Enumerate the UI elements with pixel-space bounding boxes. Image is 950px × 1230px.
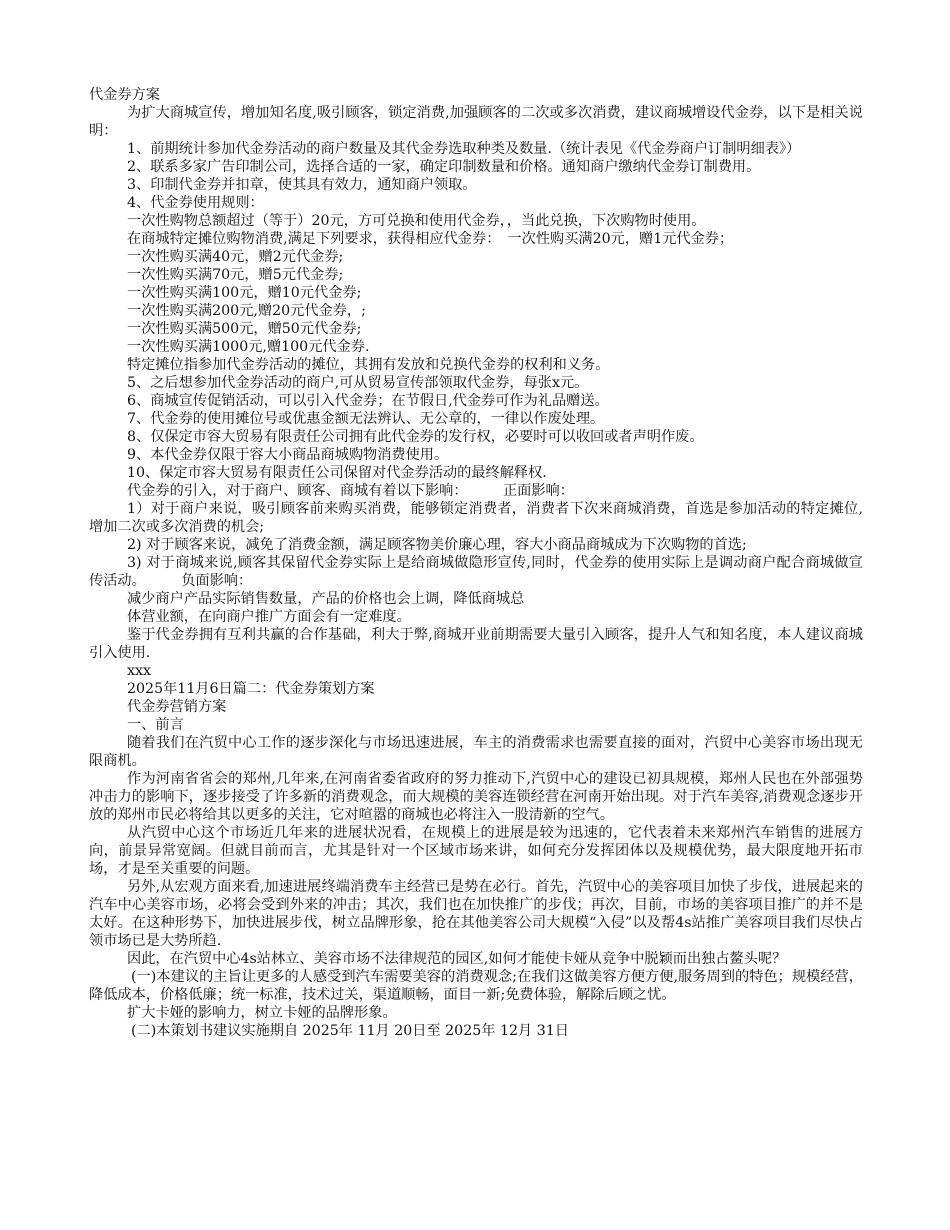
paragraph: 鉴于代金券拥有互利共赢的合作基础，利大于弊,商城开业前期需要大量引入顾客，提升人气和知名度，本人建议商城引入使用.: [89, 627, 863, 661]
paragraph: 一次性购买满100元，赠10元代金券;: [127, 285, 362, 301]
paragraph: 一次性购买满200元,赠20元代金券，;: [127, 303, 366, 319]
paragraph: 为扩大商城宣传，增加知名度,吸引顾客，锁定消费,加强顾客的二次或多次消费，建议商城增设代金券，以下是相关说明：: [89, 105, 863, 139]
paragraph: 一次性购买满500元，赠50元代金券;: [127, 321, 362, 337]
paragraph: 3) 对于商城来说,顾客其保留代金券实际上是给商城做隐形宣传,同时，代金券的使用实际上是调动商户配合商城做宣传活动。 负面影响：: [89, 555, 863, 589]
paragraph: 一次性购买满1000元,赠100元代金券.: [127, 339, 370, 355]
paragraph: 因此，在汽贸中心4s站林立、美容市场不法律规范的园区,如何才能使卡娅从竞争中脱颖而出独占鳌头呢？: [127, 951, 787, 967]
paragraph: 扩大卡娅的影响力，树立卡娅的品牌形象。: [127, 1005, 397, 1021]
paragraph: 4、代金券使用规则：: [127, 195, 264, 211]
paragraph: 特定摊位指参加代金券活动的摊位，其拥有发放和兑换代金券的权利和义务。: [127, 357, 610, 373]
paragraph: 2025年11月6日篇二：代金券策划方案: [127, 681, 375, 697]
paragraph: 另外,从宏观方面来看,加速进展终端消费车主经营已是势在必行。首先，汽贸中心的美容项目加快了步伐，进展起来的汽车中心美容市场，必将会受到外来的冲击；其次，我们也在加快推广的步伐；再次，目前，市场的美容项目推广的并不是太好。在这种形势下，加快进展步伐，树立品牌形象，抢在其他美容公司大规模“入侵”以及帮4s站推广美容项目我们尽快占领市场已是大势所趋.: [89, 879, 863, 949]
paragraph: 一次性购买满40元，赠2元代金券;: [127, 249, 344, 265]
paragraph: 减少商户产品实际销售数量，产品的价格也会上调，降低商城总: [127, 591, 525, 607]
paragraph: 1、前期统计参加代金券活动的商户数量及其代金券选取种类及数量.（统计表见《代金券商户订制明细表》）: [127, 141, 801, 157]
paragraph: 从汽贸中心这个市场近几年来的进展状况看，在规模上的进展是较为迅速的，它代表着未来郑州汽车销售的进展方向，前景异常宽阔。但就目前而言，尤其是针对一个区域市场来讲，如何充分发挥团体以及规模优势，最大限度地开拓市场，才是至关重要的问题。: [89, 825, 863, 877]
paragraph: 2) 对于顾客来说，减免了消费金额，满足顾客物美价廉心理，容大小商品商城成为下次购物的首选;: [127, 537, 747, 553]
paragraph: 一、前言: [127, 717, 184, 733]
paragraph: 在商城特定摊位购物消费,满足下列要求，获得相应代金券： 一次性购买满20元，赠1元代金券；: [127, 231, 734, 247]
paragraph: (一)本建议的主旨让更多的人感受到汽车需要美容的消费观念;在我们这做美容方便方便,服务周到的特色；规模经营，降低成本，价格低廉；统一标准，技术过关，渠道顺畅，面目一新;免费体验，解除后顾之忧。: [89, 969, 863, 1003]
paragraph: 8、仅保定市容大贸易有限责任公司拥有此代金券的发行权，必要时可以收回或者声明作废。: [127, 429, 704, 445]
paragraph: 作为河南省省会的郑州,几年来,在河南省委省政府的努力推动下,汽贸中心的建设已初具规模，郑州人民也在外部强势冲击力的影响下，逐步接受了许多新的消费观念，而大规模的美容连锁经营在河南开始出现。对于汽车美容,消费观念逐步开放的郑州市民必将给其以更多的关注，它对喧嚣的商城也必将注入一股清新的空气。: [89, 771, 863, 823]
paragraph: 一次性购买满70元，赠5元代金券;: [127, 267, 344, 283]
paragraph: 2、联系多家广告印制公司，选择合适的一家，确定印制数量和价格。通知商户缴纳代金券订制费用。: [127, 159, 761, 175]
paragraph: 一次性购物总额超过（等于）20元，方可兑换和使用代金券，，当此兑换，下次购物时使用。: [127, 213, 706, 229]
paragraph: (二)本策划书建议实施期自 2025年 11月 20日至 2025年 12月 31日: [131, 1023, 569, 1039]
paragraph: 体营业额，在向商户推广方面会有一定难度。: [127, 609, 411, 625]
paragraph: 随着我们在汽贸中心工作的逐步深化与市场迅速进展，车主的消费需求也需要直接的面对，汽贸中心美容市场出现无限商机。: [89, 735, 863, 769]
paragraph: xxx: [127, 663, 152, 679]
document-body: [89, 86, 863, 1040]
paragraph: 10、保定市容大贸易有限责任公司保留对代金券活动的最终解释权.: [127, 465, 547, 481]
paragraph: 7、代金券的使用摊位号或优惠金额无法辨认、无公章的，一律以作废处理。: [127, 411, 605, 427]
paragraph: 1）对于商户来说，吸引顾客前来购买消费，能够锁定消费者，消费者下次来商城消费，首选是参加活动的特定摊位,增加二次或多次消费的机会;: [89, 501, 863, 535]
paragraph: 5、之后想参加代金券活动的商户,可从贸易宣传部领取代金券，每张x元。: [127, 375, 589, 391]
paragraph: 3、印制代金券并扣章，使其具有效力，通知商户领取。: [127, 177, 477, 193]
paragraph: 代金券的引入，对于商户、顾客、商城有着以下影响： 正面影响：: [127, 483, 574, 499]
paragraph: 9、本代金券仅限于容大小商品商城购物消费使用。: [127, 447, 449, 463]
document-title: 代金券方案: [89, 87, 160, 103]
paragraph: 6、商城宣传促销活动，可以引入代金券；在节假日,代金券可作为礼品赠送。: [127, 393, 609, 409]
paragraph: 代金券营销方案: [127, 699, 227, 715]
